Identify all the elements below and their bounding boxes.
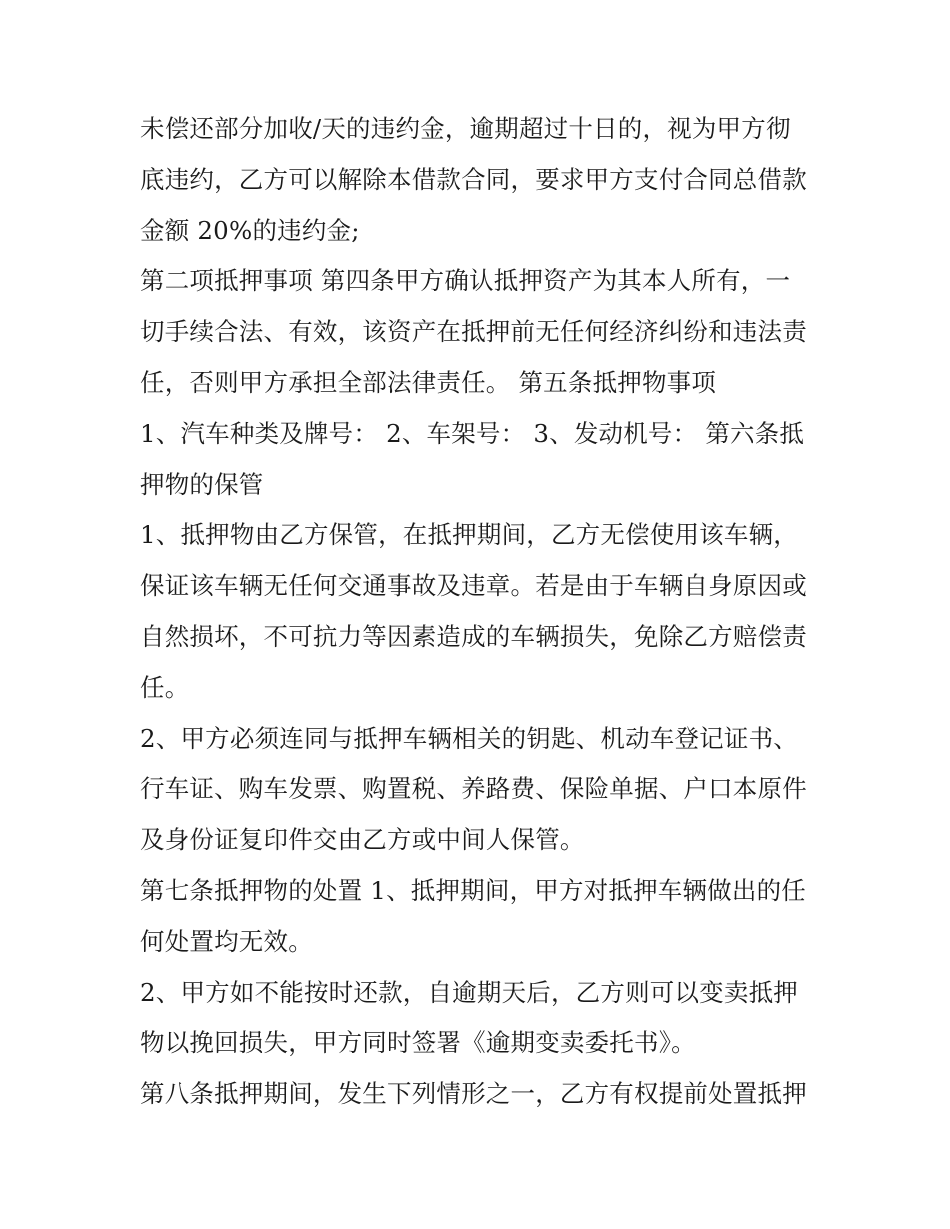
text-line: 自然损坏，不可抗力等因素造成的车辆损失，免除乙方赔偿责 xyxy=(140,621,807,651)
text-line: 第八条抵押期间，发生下列情形之一，乙方有权提前处置抵押 xyxy=(140,1079,807,1109)
text-line: 及身份证复印件交由乙方或中间人保管。 xyxy=(140,825,585,855)
text-line: 任。 xyxy=(140,672,190,702)
text-line: 2、甲方必须连同与抵押车辆相关的钥匙、机动车登记证书、 xyxy=(140,723,798,753)
text-line: 金额 20%的违约金; xyxy=(140,215,360,245)
contract-body-text xyxy=(140,104,830,1120)
text-line: 押物的保管 xyxy=(140,469,264,499)
text-line: 2、甲方如不能按时还款，自逾期天后，乙方则可以变卖抵押 xyxy=(140,977,798,1007)
text-line: 未偿还部分加收/天的违约金，逾期超过十日的，视为甲方彻 xyxy=(140,114,791,143)
text-line: 底违约，乙方可以解除本借款合同，要求甲方支付合同总借款 xyxy=(140,164,807,194)
text-line: 第二项抵押事项 第四条甲方确认抵押资产为其本人所有，一 xyxy=(140,266,791,296)
text-line: 何处置均无效。 xyxy=(140,926,313,956)
text-line: 行车证、购车发票、购置税、养路费、保险单据、户口本原件 xyxy=(140,774,807,804)
text-line: 1、汽车种类及牌号： 2、车架号： 3、发动机号： 第六条抵 xyxy=(140,418,805,448)
text-line: 第七条抵押物的处置 1、抵押期间，甲方对抵押车辆做出的任 xyxy=(140,875,806,905)
text-line: 保证该车辆无任何交通事故及违章。若是由于车辆自身原因或 xyxy=(140,571,807,601)
text-line: 1、抵押物由乙方保管，在抵押期间，乙方无偿使用该车辆， xyxy=(140,520,798,550)
text-line: 物以挽回损失，甲方同时签署《逾期变卖委托书》。 xyxy=(140,1028,696,1058)
text-line: 任，否则甲方承担全部法律责任。 第五条抵押物事项 xyxy=(140,367,717,397)
text-line: 切手续合法、有效，该资产在抵押前无任何经济纠纷和违法责 xyxy=(140,317,807,347)
